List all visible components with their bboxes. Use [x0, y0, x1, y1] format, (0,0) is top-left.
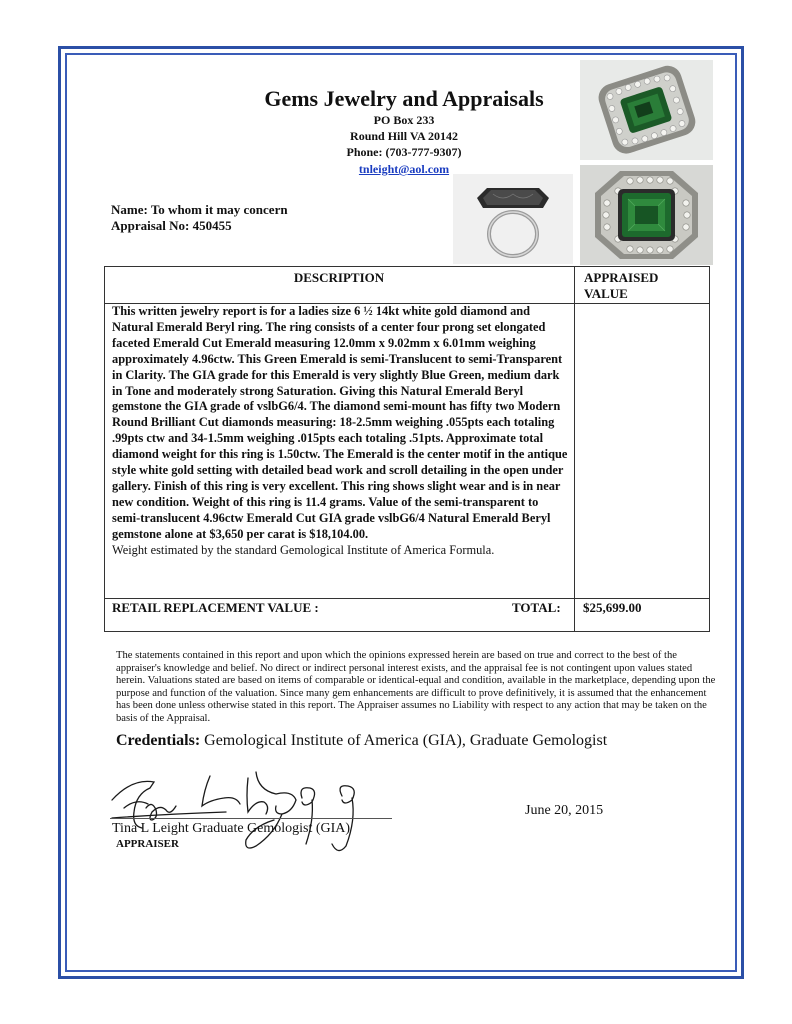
- email-link[interactable]: tnleight@aol.com: [358, 162, 450, 176]
- signer-name: Tina L Leight Graduate Gemologist (GIA): [112, 821, 351, 836]
- letterhead: [230, 86, 578, 178]
- total-value: $25,699.00: [583, 600, 642, 615]
- item-description: This written jewelry report is for a ladies size 6 ½ 14kt white gold diamond and Natural Emerald Beryl ring. The ring consists of a center four prong set elongated faceted Emerald Cut Emerald measuring 12.0mm x 9.02mm x 6.01mm weighing approximately 4.96ctw. This Green Emerald is semi-Translucent to semi-Transparent in Clarity. The GIA grade for this Emerald is very slightly Blue Green, medium dark in Tone and moderately strong Saturation. Giving this Natural Emerald Beryl gemstone the GIA grade of vslbG6/4. The diamond semi-mount has fifty two Modern Round Brilliant Cut diamonds measuring: 18-2.5mm weighing .055pts each totaling .99pts ctw and 34-1.5mm weighing .015pts each totaling .51pts. Approximate total diamond weight for this ring is 1.50ctw. The Emerald is the center motif in the antique style white gold setting with detailed bead work and scroll detailing in the open under gallery. Finish of this ring is very excellent. This ring shows slight wear and is in near new condition. Weight of this ring is 11.4 grams. Value of the semi-transparent to semi-translucent 4.96ctw Emerald Cut GIA grade vslbG6/4 Natural Emerald Beryl gemstone alone at $3,650 per carat is $18,104.00.: [112, 304, 568, 541]
- table-column-divider: [574, 266, 575, 632]
- phone-number: Phone: (703-777-9307): [346, 145, 462, 159]
- table-footer-divider: [104, 598, 710, 599]
- total-label: TOTAL:: [512, 600, 561, 615]
- retail-replacement-label: RETAIL REPLACEMENT VALUE :: [112, 600, 319, 615]
- emerald-ring-front-photo: [580, 165, 713, 265]
- appraisal-date: June 20, 2015: [525, 803, 604, 818]
- signer-role: APPRAISER: [116, 838, 179, 850]
- description-header: DESCRIPTION: [293, 270, 385, 285]
- signature-line: [110, 818, 392, 819]
- weight-note: Weight estimated by the standard Gemological Institute of America Formula.: [112, 542, 495, 557]
- description-text: [112, 304, 568, 559]
- credentials-value: Gemological Institute of America (GIA), Graduate Gemologist: [200, 732, 608, 749]
- emerald-ring-top-photo: [580, 60, 713, 160]
- appraised-value-header: APPRAISED VALUE: [584, 270, 659, 301]
- emerald-ring-side-photo: [453, 174, 573, 264]
- address-line-2: Round Hill VA 20142: [350, 129, 458, 143]
- recipient-name: Name: To whom it may concern: [111, 202, 288, 217]
- recipient-block: [111, 202, 288, 234]
- appraisal-number: Appraisal No: 450455: [111, 218, 232, 233]
- address-line-1: PO Box 233: [373, 113, 435, 127]
- credentials-line: [116, 731, 607, 751]
- credentials-label: Credentials:: [116, 732, 201, 749]
- company-name: Gems Jewelry and Appraisals: [264, 86, 544, 111]
- disclaimer-text: The statements contained in this report and upon which the opinions expressed herein are based on true and correct to the best of the appraiser's knowledge and belief. No direct or indirect personal interest exists, and the appraisal fee is not contingent upon values stated herein. Valuations stated are based on items of comparable or identical-equal and condition, available in the marketplace, depending upon the purpose and function of the valuation. Since many gem enhancements are difficult to prove definitively, it is assumed that the enhancement has been done unless otherwise stated in this report. The Appraiser assumes no Liability with respect to any action that may be taken on the basis of the Appraisal.: [116, 650, 716, 724]
